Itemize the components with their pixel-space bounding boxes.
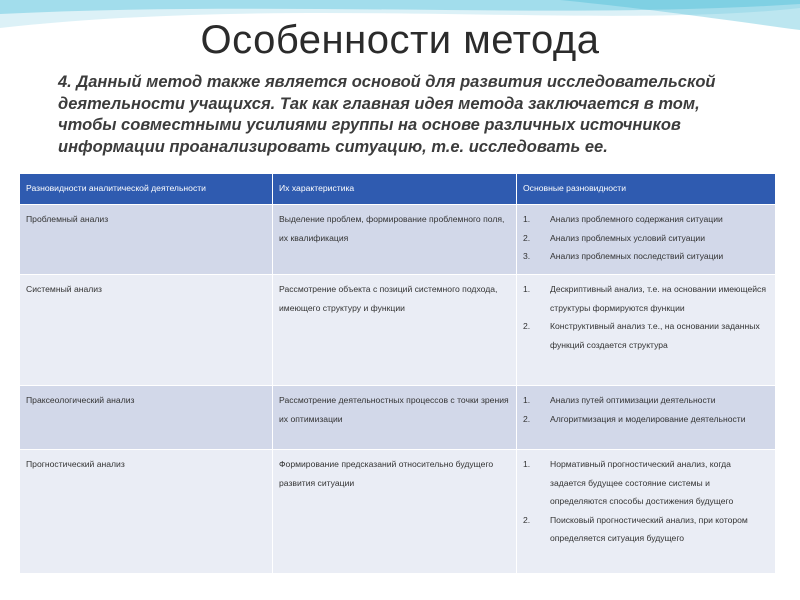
table-row: [20, 450, 776, 574]
list-item: 2. Анализ проблемных условий ситуации: [523, 232, 706, 243]
lead-paragraph: 4. Данный метод также является основой для развития исследовательской деятельности учащихся. Так как главная идея метода заключается в том, чтобы совместными усилиями группы на основе различных источников информации проанализировать ситуацию, т.е. исследовать ее.: [58, 73, 716, 156]
list-item: 1. Анализ проблемного содержания ситуации: [523, 214, 723, 224]
cell-description: Рассмотрение объекта с позиций системного подхода, имеющего структуру и функции: [273, 275, 517, 386]
list-item: 1. Дескриптивный анализ, т.е. на основании имеющейся структуры формируются функции: [523, 284, 766, 313]
table-row: [20, 205, 776, 275]
slide-title: Особенности метода: [200, 18, 600, 62]
cell-type: Прогностический анализ: [20, 450, 273, 574]
list-item: 1. Нормативный прогностический анализ, когда задается будущее состояние системы и определяются способы достижения будущего: [523, 459, 734, 506]
list-item: 2. Конструктивный анализ т.е., на основании заданных функций создается структура: [523, 321, 760, 350]
table-header-row: [20, 174, 776, 205]
list-item: 1. Анализ путей оптимизации деятельности: [523, 395, 716, 405]
cell-type: Системный анализ: [20, 275, 273, 386]
cell-description: Формирование предсказаний относительно будущего развития ситуации: [273, 450, 517, 574]
cell-description: Рассмотрение деятельностных процессов с точки зрения их оптимизации: [273, 386, 517, 450]
table-row: [20, 386, 776, 450]
cell-type: Праксеологический анализ: [20, 386, 273, 450]
table-row: [20, 275, 776, 386]
list-item: 3. Анализ проблемных последствий ситуации: [523, 251, 724, 261]
cell-variants: [517, 275, 776, 386]
cell-variants: [517, 386, 776, 450]
header-description: Их характеристика: [273, 174, 517, 205]
header-variants: Основные разновидности: [517, 174, 776, 205]
header-type: Разновидности аналитической деятельности: [20, 174, 273, 205]
cell-type: Проблемный анализ: [20, 205, 273, 275]
cell-variants: [517, 205, 776, 275]
list-item: 2. Поисковый прогностический анализ, при котором определяется ситуация будущего: [523, 514, 748, 543]
list-item: 2. Алгоритмизация и моделирование деятельности: [523, 413, 746, 424]
cell-variants: [517, 450, 776, 574]
cell-description: Выделение проблем, формирование проблемного поля, их квалификация: [273, 205, 517, 275]
analysis-table: [19, 173, 776, 574]
